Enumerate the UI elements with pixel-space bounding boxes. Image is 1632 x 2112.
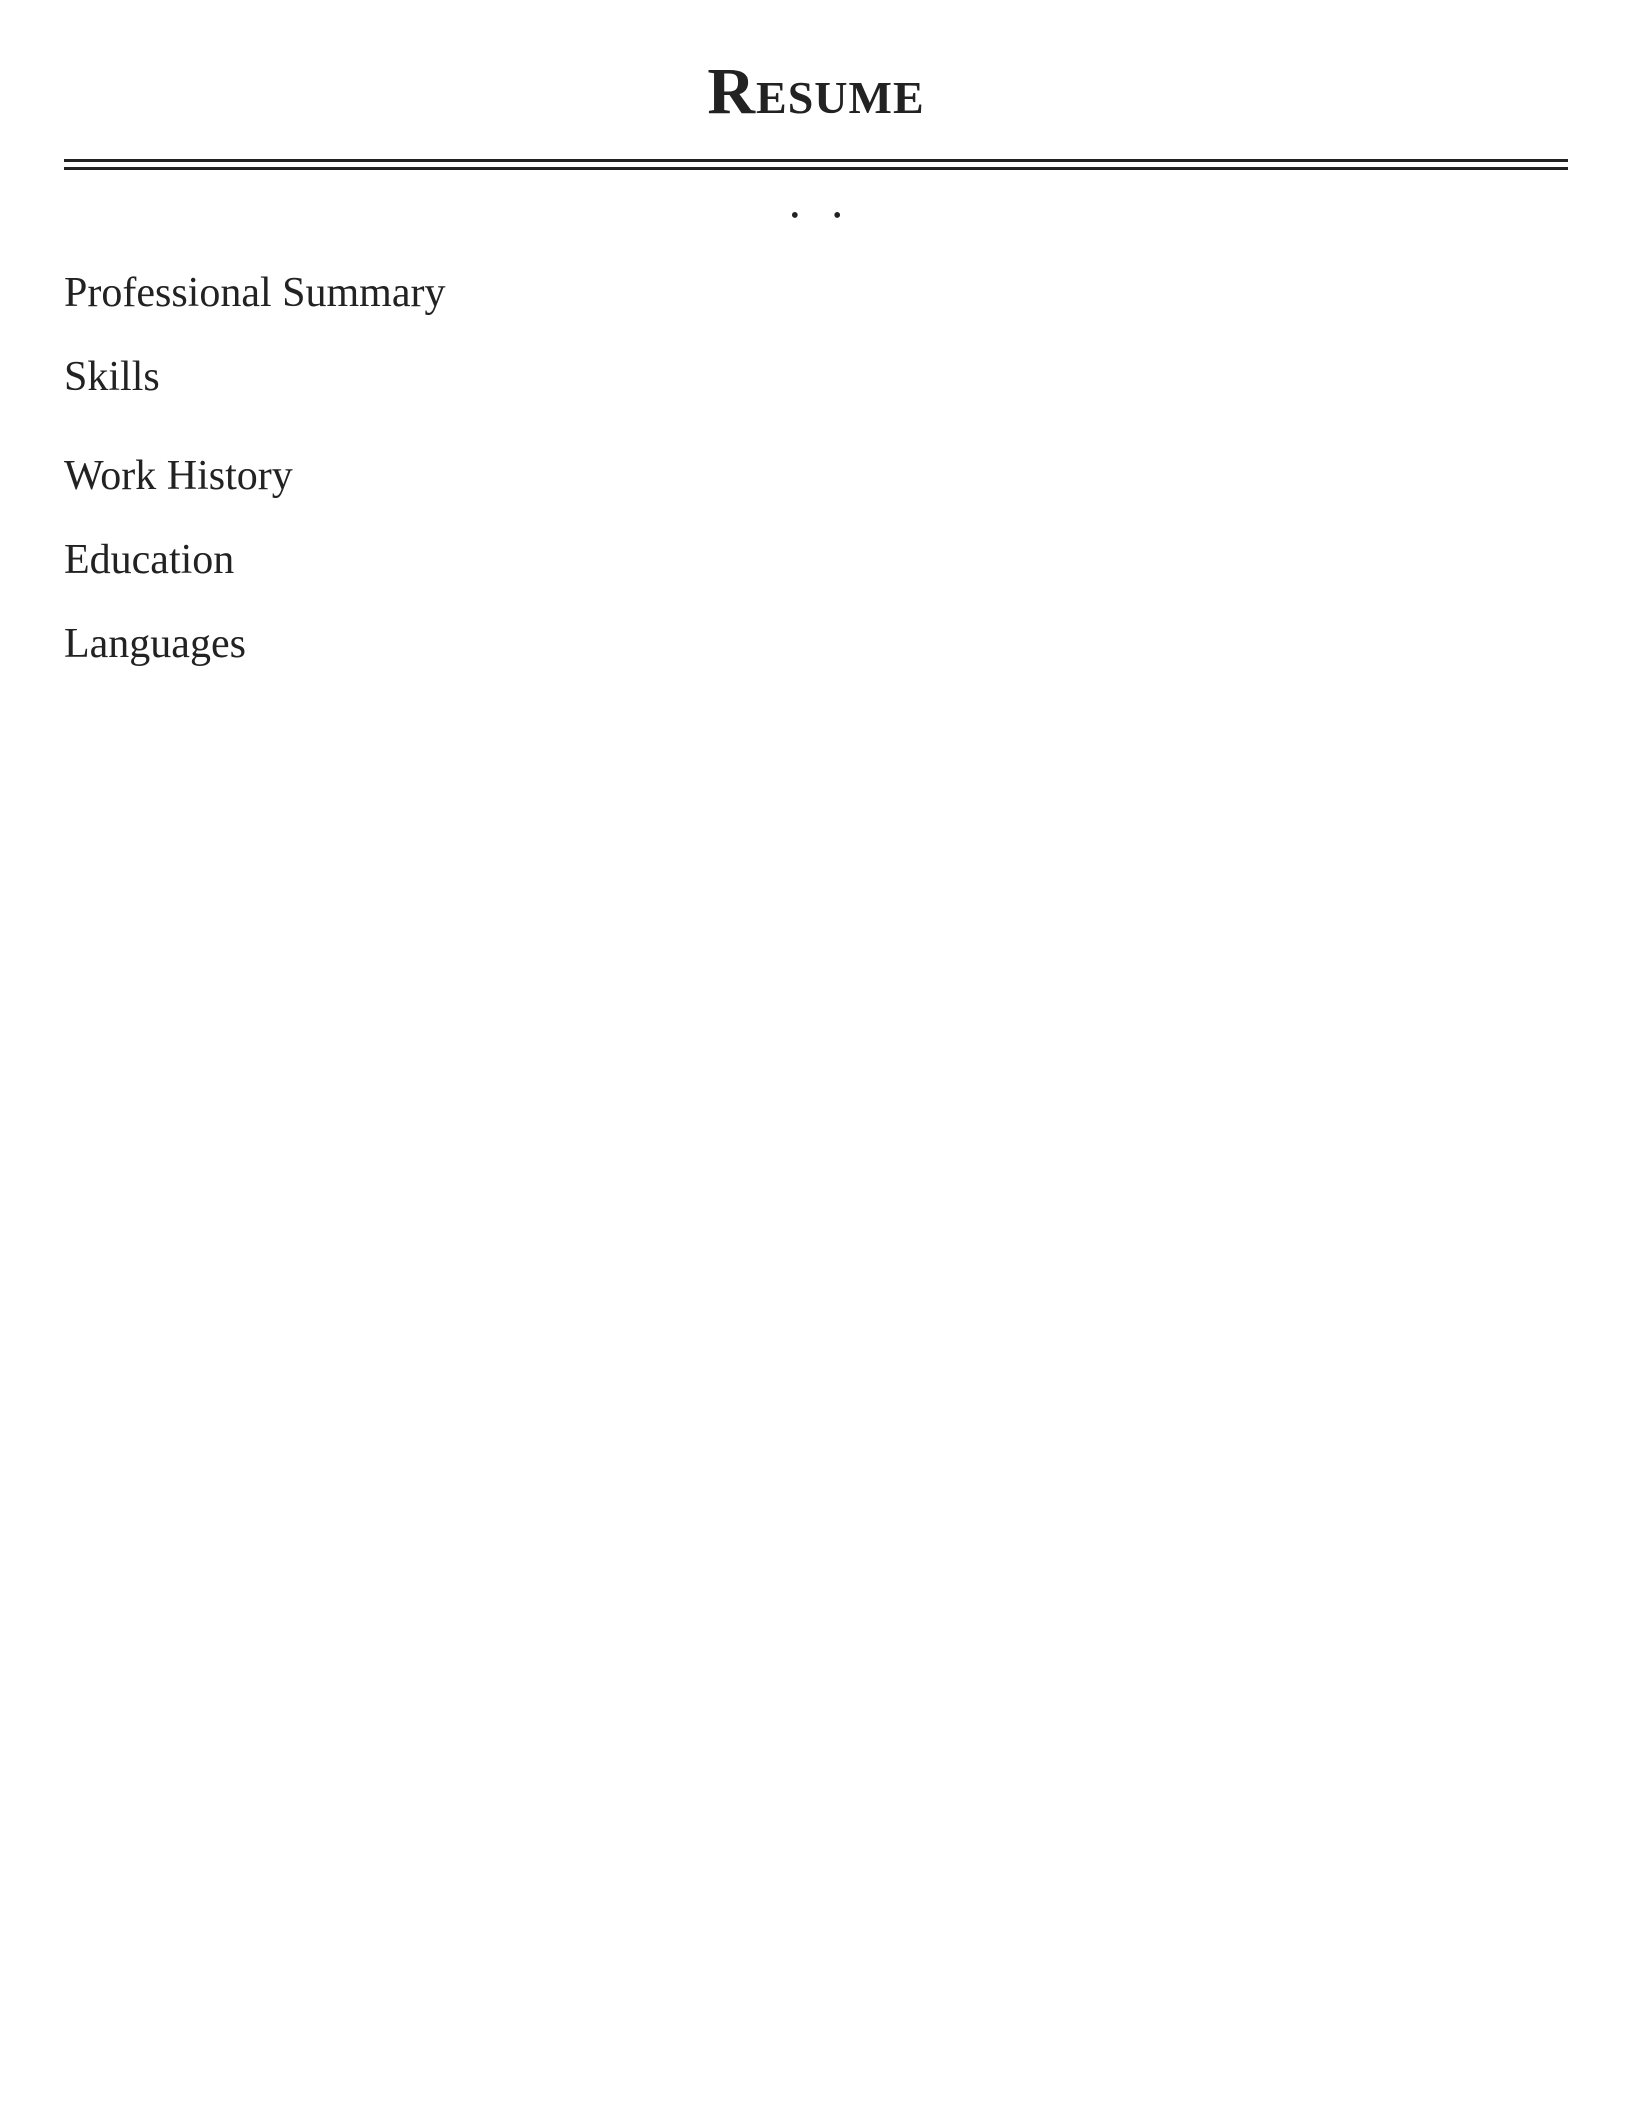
contact-line: [64, 200, 1568, 234]
bullet-separator: •: [833, 203, 842, 230]
title-double-rule: [64, 159, 1568, 170]
summary-heading: Professional Summary: [64, 269, 446, 316]
resume-page: [64, 52, 1568, 684]
education-heading: Education: [64, 536, 235, 583]
bullet-separator: •: [790, 203, 799, 230]
work-history-heading: Work History: [64, 452, 293, 499]
skills-heading: Skills: [64, 354, 160, 401]
languages-heading: Languages: [64, 621, 246, 668]
resume-title: Resume: [707, 55, 925, 128]
